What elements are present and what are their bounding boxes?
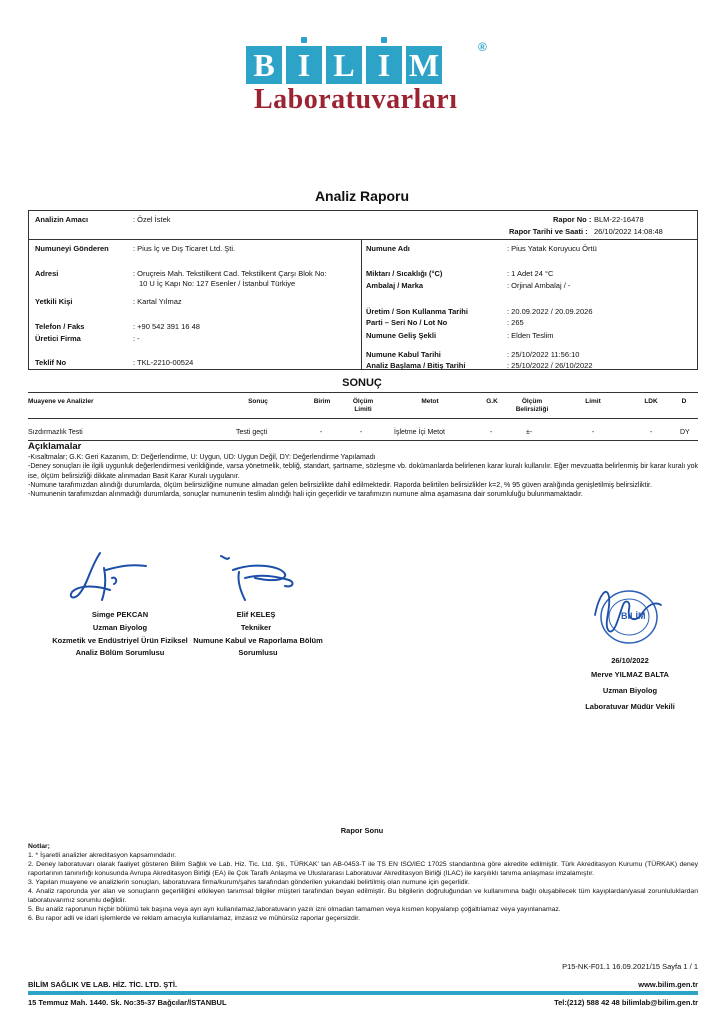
report-title: Analiz Raporu [314,188,410,204]
signature-1 [60,548,150,608]
signer-3-role: Laboratuvar Müdür Vekili [585,702,675,711]
note-item: 6. Bu rapor adli ve idari işlemlerde ve reklam amacıyla kullanılamaz, imzasız ve mühürsüz raporlar geçersizdir. [28,915,361,922]
note-item: 5. Bu analiz raporunun hiçbir bölümü tek başına veya ayrı ayrı kullanılamaz,laboratuvarın yazılı izni olmadan tamamen veya kısmen kopyalanıp çoğaltılamaz veya yayınlanamaz. [28,906,561,913]
col-metot: Metot [421,398,439,405]
uretim-label: Üretim / Son Kullanma Tarihi [366,307,468,316]
sonuc-heading: SONUÇ [342,377,382,389]
registered-mark: ® [478,40,487,54]
note-item: 4. Analiz raporunda yer alan ve sonuçların geçerliliğini etkileyen tanımsal bilgiler müşteri tarafından beyan edilmiştir. Bu bilgilerin doğruluğundan ve kullanımına bağlı oluşabilecek tüm kayıplardan/yasal zorunluluklardan laboratuvarımız sorumlu değildir. [28,888,698,904]
col-olcum-limiti-2: Limiti [354,406,372,413]
signer-3-title: Uzman Biyolog [602,686,658,695]
gonderen-label: Numuneyi Gönderen [35,244,109,253]
gelis-value: : Elden Teslim [507,331,554,340]
stamp [585,575,665,650]
cell-limit: - [592,429,595,436]
logo-letter: I [364,44,404,86]
col-gk: G.K [486,398,498,405]
signer-2-name: Elif KELEŞ [236,610,276,619]
parti-value: : 265 [507,318,524,327]
logo-letter: M [404,44,444,86]
numune-adi-label: Numune Adı [366,244,410,253]
website-link[interactable]: www.bilim.gen.tr [638,980,698,989]
analiz-tarih-value: : 25/10/2022 / 26/10/2022 [507,361,593,370]
company-name: BİLİM SAĞLIK VE LAB. HİZ. TİC. LTD. ŞTİ. [28,980,178,989]
cell-muayene: Sızdırmazlık Testi [28,429,83,436]
logo-dot [301,37,307,43]
telefon-value: : +90 542 391 16 48 [133,322,200,331]
document-code: P15-NK-F01.1 16.09.2021/15 Sayfa 1 / 1 [562,962,698,971]
cell-belirsizlik: ±- [526,429,533,436]
kabul-value: : 25/10/2022 11:56:10 [507,350,580,359]
col-ldk: LDK [644,398,658,405]
signer-1-role-1: Kozmetik ve Endüstriyel Ürün Fiziksel [52,636,188,645]
rapor-tarihi-value: 26/10/2022 14:08:48 [594,227,663,236]
rapor-no-value: BLM-22-16478 [594,215,644,224]
signer-2-role-1: Numune Kabul ve Raporlama Bölüm [193,636,323,645]
col-belirsizlik-2: Belirsizliği [515,406,549,413]
notes [28,842,698,923]
rapor-no-label: Rapor No : [553,215,592,224]
numune-adi-value: : Pius Yatak Koruyucu Örtü [507,244,597,253]
kabul-label: Numune Kabul Tarihi [366,350,441,359]
logo-subtitle: Laboratuvarları [254,84,458,115]
analiz-amaci-value: : Özel İstek [133,215,171,224]
logo-letter: B [244,44,284,86]
cell-sonuc: Testi geçti [236,429,268,436]
uretim-value: : 20.09.2022 / 20.09.2026 [507,307,593,316]
aciklamalar-text [28,453,698,499]
info-table [28,210,698,370]
cell-d: DY [680,429,690,436]
footer-divider [28,991,698,995]
col-olcum-limiti-1: Ölçüm [352,398,374,405]
ambalaj-label: Ambalaj / Marka [366,281,424,290]
signer-1-role-2: Analiz Bölüm Sorumlusu [75,648,165,657]
company-contact: Tel:(212) 588 42 48 bilimlab@bilim.gen.tr [554,998,698,1007]
note-item: 3. Yapılan muayene ve analizlerin sonuçları, laboratuvara firma/kurum/şahıs tarafından gönderilen yukarıdaki belirtilmiş olan numune için geçerlidir. [28,879,470,886]
col-limit: Limit [585,398,601,405]
note-item: 1. * İşaretli analizler akreditasyon kapsamındadır. [28,852,177,859]
logo [244,44,444,86]
signer-3-name: Merve YILMAZ BALTA [591,670,669,679]
rapor-sonu: Rapor Sonu [340,826,384,835]
yetkili-label: Yetkili Kişi [35,297,73,306]
col-muayene: Muayene ve Analizler [28,398,94,405]
analiz-tarih-label: Analiz Başlama / Bitiş Tarihi [366,361,466,370]
aciklamalar-title: Açıklamalar [28,441,82,452]
gonderen-value: : Pius İç ve Dış Ticaret Ltd. Şti. [133,244,236,253]
cell-metot: İşletme İçi Metot [394,429,445,436]
rapor-tarihi-label: Rapor Tarihi ve Saati : [509,227,588,236]
signer-2-title: Tekniker [240,623,272,632]
company-address: 15 Temmuz Mah. 1440. Sk. No:35-37 Bağcılar/İSTANBUL [28,998,227,1007]
gelis-label: Numune Geliş Şekli [366,331,437,340]
aciklama-line: -Numunenin tarafımızdan alınmadığı durumlarda, sonuçlar numunenin teslim alındığı hali için geçerlidir ve tarafımızın numune alma aşamasına dair sorumluluğu bulunmamaktadır. [28,491,583,499]
aciklama-line: -Numune tarafımızdan alındığı durumlarda, ölçüm belirsizliğine numune almadan gelen belirsizlikte dahil edilmektedir. Raporda belirtilen belirsizlikler k=2, % 95 güven aralığında genişletilmiş belirsizliktir. [28,481,652,489]
aciklama-line: -Deney sonuçları ile ilgili uygunluk değerlendirmesi verildiğinde, varsa yönetmelik, tebliğ, standart, şartname, sözleşme vb. dokümanlarda belirlenen karar kuralı kullanılır. Eğer mevzuatta belirlenmiş bir karar kuralı yok ise, ölçüm belirsizliği dikkate alınmadan Basit Karar Kuralı uygulanır. [28,463,698,480]
ambalaj-value: : Orjinal Ambalaj / - [507,281,571,290]
analiz-amaci-label: Analizin Amacı [35,215,89,224]
notes-title: Notlar; [28,843,50,850]
cell-birim: - [320,429,323,436]
signer-2-role-2: Sorumlusu [238,648,278,657]
logo-dot [381,37,387,43]
svg-text:BİLİM: BİLİM [621,611,646,621]
signer-1-title: Uzman Biyolog [92,623,148,632]
logo-letter: I [284,44,324,86]
adres-label: Adresi [35,269,59,278]
col-birim: Birim [313,398,331,405]
col-d: D [681,398,687,405]
logo-letter: L [324,44,364,86]
parti-label: Parti – Seri No / Lot No [366,318,448,327]
teklif-value: : TKL-2210-00524 [133,358,194,367]
cell-ldk: - [650,429,653,436]
adres-value-2: 10 U İç Kapı No: 127 Esenler / İstanbul Türkiye [139,279,296,288]
uretici-label: Üretici Firma [35,334,81,343]
miktar-value: : 1 Adet 24 °C [507,269,554,278]
telefon-label: Telefon / Faks [35,322,85,331]
signer-1-name: Simge PEKCAN [91,610,149,619]
adres-value-1: : Oruçreis Mah. Tekstilkent Cad. Tekstilkent Çarşı Blok No: [133,269,327,278]
col-sonuc: Sonuç [248,398,268,405]
aciklama-line: -Kısaltmalar; G.K: Geri Kazanım, D: Değerlendirme, U: Uygun, UD: Uygun Değil, DY: Değerlendirme Yapılamadı [28,454,376,461]
teklif-label: Teklif No [35,358,67,367]
signature-2 [215,552,305,608]
note-item: 2. Deney laboratuvarı olarak faaliyet gösteren Bilim Sağlık ve Lab. Hiz. Tic. Ltd. Şti., TÜRKAK' tan AB-0453-T ile TS EN ISO/IEC 17025 standardına göre akredite edilmiştir. Türk Akreditasyon Kurumu (TÜRKAK) deney raporlarının tanınırlığı konusunda Avrupa Akreditasyon Birliği (EA) ile Çok Taraflı Anlaşma ve Uluslararası Laboratuvar Akreditasyon Birliği (ILAC) ile karşılıklı tanıma anlaşması imzalamıştır. [28,861,698,877]
yetkili-value: : Kartal Yılmaz [133,297,182,306]
cell-olcum-limiti: - [360,429,363,436]
miktar-label: Miktarı / Sıcaklığı (°C) [366,269,443,278]
uretici-value: : - [133,334,140,343]
cell-gk: - [490,429,493,436]
col-belirsizlik-1: Ölçüm [521,398,543,405]
signer-3-date: 26/10/2022 [611,656,649,665]
